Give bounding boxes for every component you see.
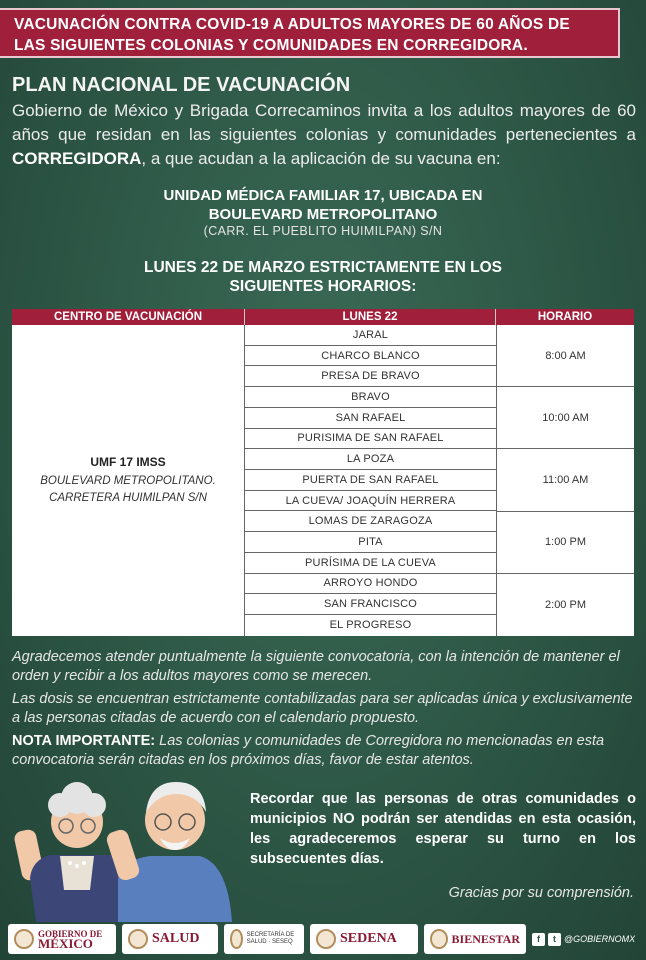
gobierno-mexico-logo: [8, 924, 116, 954]
note-paragraph-2: Las dosis se encuentran estrictamente contabilizadas para ser aplicadas única y exclusivamente a las personas citadas de acuerdo con el calendario propuesto.: [12, 691, 633, 726]
community-row: LA POZA: [245, 449, 496, 470]
sedena-text: SEDENA: [340, 931, 397, 946]
intro-paragraph: [12, 99, 636, 171]
location-block: [0, 186, 646, 239]
notes-block: [12, 648, 636, 770]
bienestar-logo: [424, 924, 526, 954]
center-address-2: CARRETERA HUIMILPAN S/N: [49, 491, 207, 504]
plan-title: PLAN NACIONAL DE VACUNACIÓN: [12, 74, 351, 96]
center-address-1: BOULEVARD METROPOLITANO.: [40, 474, 216, 487]
twitter-icon[interactable]: t: [548, 933, 561, 946]
intro-part-1: Gobierno de México y Brigada Correcaminos invita a los adultos mayores de 60 años que residan en las siguientes colonias y comunidades pertenecientes a: [12, 101, 636, 144]
community-row: SAN FRANCISCO: [245, 594, 496, 615]
social-handle[interactable]: @GOBIERNOMX: [564, 934, 636, 944]
location-line-3: (CARR. EL PUEBLITO HUIMILPAN) S/N: [203, 224, 443, 238]
intro-part-2: , a que acudan a la aplicación de su vacuna en:: [141, 149, 501, 168]
seal-icon: [128, 929, 148, 949]
thanks-text: Gracias por su comprensión.: [448, 885, 634, 901]
reminder-text: Recordar que las personas de otras comunidades o municipios NO podrán ser atendidas en esta ocasión, les agradeceremos esperar su turno en los subsecuentes días.: [250, 791, 636, 867]
location-line-2: BOULEVARD METROPOLITANO: [208, 206, 438, 223]
banner-line-2: LAS SIGUIENTES COLONIAS Y COMUNIDADES EN CORREGIDORA.: [14, 37, 528, 54]
center-name: UMF 17 IMSS: [90, 454, 166, 469]
hours-column: [496, 325, 634, 636]
hour-cell: 11:00 AM: [497, 449, 634, 511]
location-line-1: UNIDAD MÉDICA FAMILIAR 17, UBICADA EN: [163, 187, 483, 204]
sedena-logo: [310, 924, 418, 954]
banner-line-1: VACUNACIÓN CONTRA COVID-19 A ADULTOS MAYORES DE 60 AÑOS DE: [14, 16, 570, 33]
community-row: LA CUEVA/ JOAQUÍN HERRERA: [245, 491, 496, 512]
facebook-icon[interactable]: f: [532, 933, 545, 946]
community-row: BRAVO: [245, 387, 496, 408]
date-line-1: LUNES 22 DE MARZO ESTRICTAMENTE EN LOS: [144, 259, 502, 276]
schedule-table: [12, 309, 634, 636]
intro-highlight: CORREGIDORA: [12, 149, 142, 168]
center-cell: [12, 325, 245, 636]
seal-icon: [14, 929, 34, 949]
hour-cell: 10:00 AM: [497, 387, 634, 449]
header-center: CENTRO DE VACUNACIÓN: [12, 309, 245, 325]
community-row: PITA: [245, 532, 496, 553]
community-row: JARAL: [245, 325, 496, 346]
secretaria-text: SECRETARÍA DE SALUD · SESEQ: [246, 932, 295, 945]
community-row: CHARCO BLANCO: [245, 346, 496, 367]
elderly-couple-illustration: [0, 760, 260, 922]
table-header: [12, 309, 634, 325]
community-row: PUERTA DE SAN RAFAEL: [245, 470, 496, 491]
communities-column: [245, 325, 496, 636]
community-row: PRESA DE BRAVO: [245, 366, 496, 387]
salud-text: SALUD: [152, 931, 200, 946]
hour-cell: 1:00 PM: [497, 512, 634, 574]
note-paragraph-1: Agradecemos atender puntualmente la siguiente convocatoria, con la intención de mantener el orden y recibir a los adultos mayores como se merecen.: [12, 649, 620, 684]
bienestar-text: BIENESTAR: [451, 931, 520, 946]
important-note-text: Las colonias y comunidades de Corregidora no mencionadas en esta convocatoria serán citadas en los próximos días, favor de estar atentos.: [12, 733, 605, 768]
secretaria-logo: [224, 924, 304, 954]
date-heading: [0, 258, 646, 296]
community-row: SAN RAFAEL: [245, 408, 496, 429]
seal-icon: [230, 929, 243, 949]
header-day: LUNES 22: [245, 309, 496, 325]
hour-cell: 8:00 AM: [497, 325, 634, 387]
gobierno-big-text: MÉXICO: [38, 936, 93, 951]
date-line-2: SIGUIENTES HORARIOS:: [229, 278, 417, 295]
social-links[interactable]: [532, 933, 635, 946]
community-row: LOMAS DE ZARAGOZA: [245, 511, 496, 532]
salud-logo: [122, 924, 218, 954]
community-row: ARROYO HONDO: [245, 574, 496, 595]
community-row: EL PROGRESO: [329, 619, 412, 632]
footer-logos: [0, 918, 646, 960]
center-address: [40, 473, 216, 507]
seal-icon: [430, 929, 448, 949]
community-row: PURISIMA DE SAN RAFAEL: [245, 429, 496, 450]
seal-icon: [316, 929, 336, 949]
gobierno-small-text: GOBIERNO DE: [38, 929, 103, 939]
community-row: PURÍSIMA DE LA CUEVA: [245, 553, 496, 574]
hour-cell: 2:00 PM: [545, 598, 586, 611]
important-note-label: NOTA IMPORTANTE:: [12, 733, 156, 749]
header-hour: HORARIO: [537, 311, 593, 323]
header-banner: [0, 8, 620, 58]
